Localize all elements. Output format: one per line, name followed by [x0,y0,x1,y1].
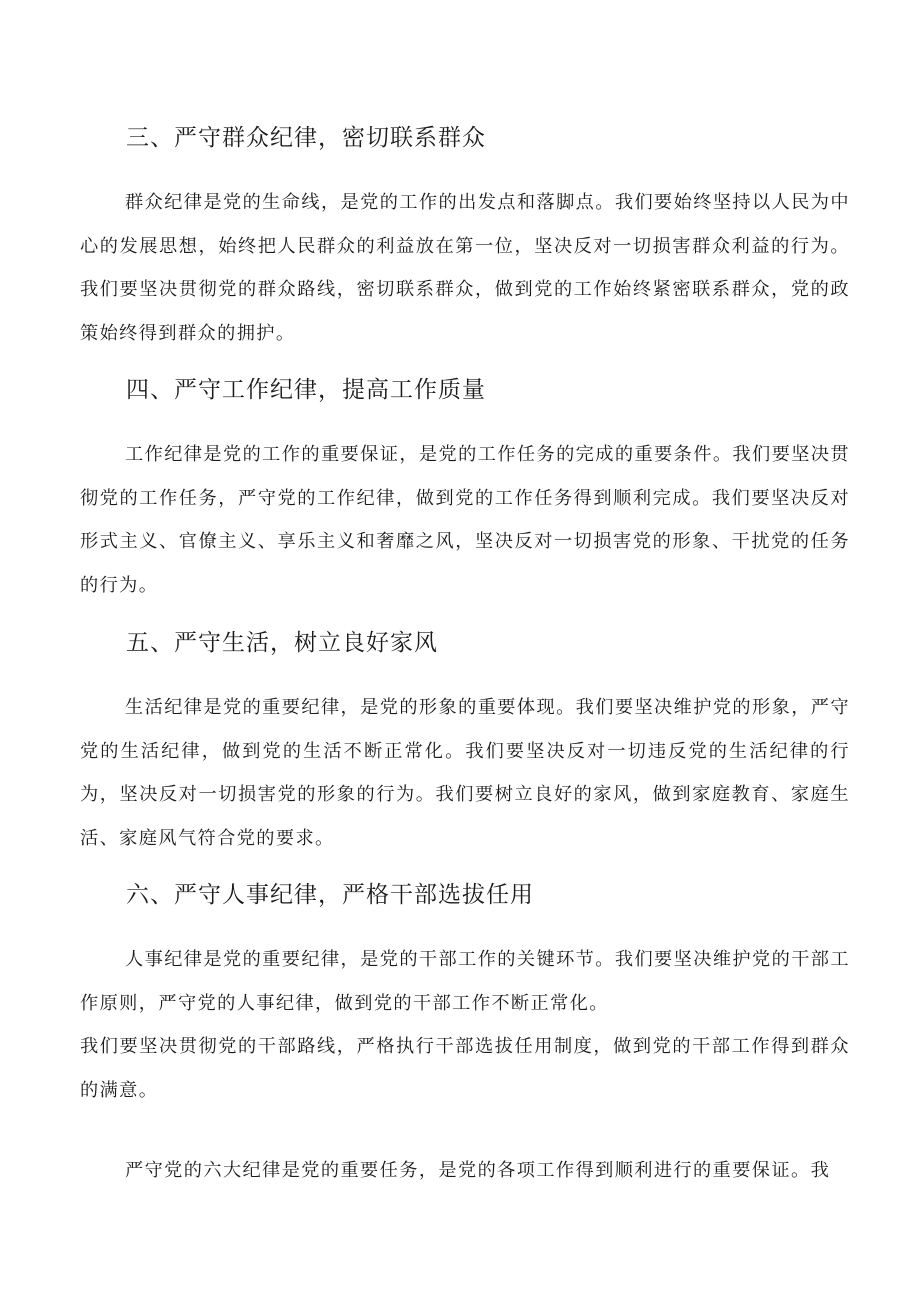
closing-paragraph: 严守党的六大纪律是党的重要任务，是党的各项工作得到顺利进行的重要保证。我 [125,1160,831,1181]
extra-paragraph: 我们要坚决贯彻党的干部路线，严格执行干部选拔任用制度，做到党的干部工作得到群众的满意。 [80,1036,850,1101]
section-body-3: 群众纪律是党的生命线，是党的工作的出发点和落脚点。我们要始终坚持以人民为中心的发展思想，始终把人民群众的利益放在第一位，坚决反对一切损害群众利益的行为。我们要坚决贯彻党的群众路线，密切联系群众，做到党的工作始终紧密联系群众，党的政策始终得到群众的拥护。 [80,192,850,344]
section-heading-5: 五、严守生活，树立良好家风 [126,630,438,656]
section-heading-3: 三、严守群众纪律，密切联系群众 [126,125,486,151]
section-heading-6: 六、严守人事纪律，严格干部选拔任用 [126,882,534,908]
section-body-6: 人事纪律是党的重要纪律，是党的干部工作的关键环节。我们要坚决维护党的干部工作原则，严守党的人事纪律，做到党的干部工作不断正常化。 [80,949,850,1014]
section-body-4: 工作纪律是党的工作的重要保证，是党的工作任务的完成的重要条件。我们要坚决贯彻党的工作任务，严守党的工作纪律，做到党的工作任务得到顺利完成。我们要坚决反对形式主义、官僚主义、享乐主义和奢靡之风，坚决反对一切损害党的形象、干扰党的任务的行为。 [80,444,850,596]
section-heading-4: 四、严守工作纪律，提高工作质量 [126,377,486,403]
section-body-5: 生活纪律是党的重要纪律，是党的形象的重要体现。我们要坚决维护党的形象，严守党的生活纪律，做到党的生活不断正常化。我们要坚决反对一切违反党的生活纪律的行为，坚决反对一切损害党的形象的行为。我们要树立良好的家风，做到家庭教育、家庭生活、家庭风气符合党的要求。 [80,697,850,849]
